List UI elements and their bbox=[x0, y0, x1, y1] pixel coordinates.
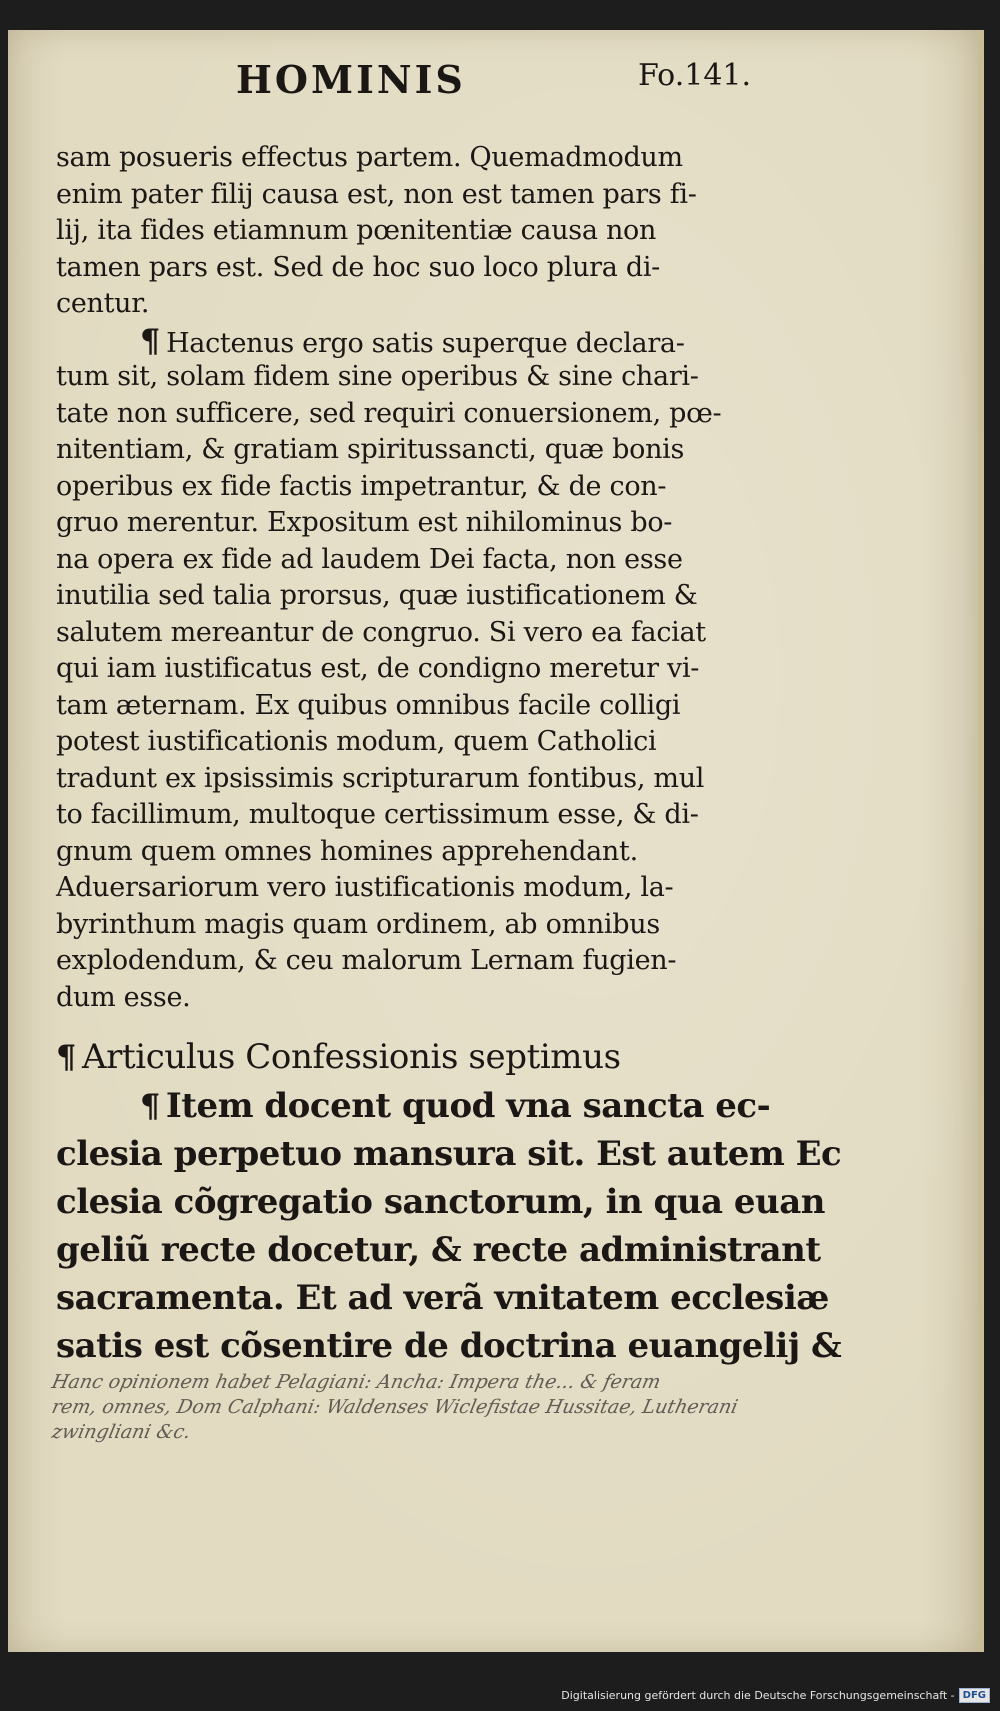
folio-number: Fo.141. bbox=[638, 58, 752, 93]
dfg-logo: DFG bbox=[959, 1688, 990, 1703]
text-line: salutem mereantur de congruo. Si vero ea faciat bbox=[56, 616, 706, 648]
text-line: potest iustificationis modum, quem Catholici bbox=[56, 726, 657, 757]
text-line: tam æternam. Ex quibus omnibus facile colligi bbox=[56, 689, 681, 721]
text-line: Aduersariorum vero iustificationis modum, la- bbox=[56, 872, 674, 903]
text-line: tate non sufficere, sed requiri conuersionem, pœ- bbox=[56, 397, 722, 429]
body-text bbox=[56, 140, 842, 1370]
article-line: clesia perpetuo mansura sit. Est autem Ec bbox=[56, 1134, 842, 1174]
credit-text: Digitalisierung gefördert durch die Deutsche Forschungsgemeinschaft - bbox=[561, 1689, 955, 1702]
running-head: HOMINIS bbox=[236, 57, 466, 102]
text-line: lij, ita fides etiamnum pœnitentiæ causa non bbox=[56, 215, 657, 246]
article-line: sacramenta. Et ad verã vnitatem ecclesiæ bbox=[56, 1278, 829, 1318]
article-line: satis est cõsentire de doctrina euangelij & bbox=[56, 1326, 842, 1366]
annotation-line: zwingliani &c. bbox=[49, 1421, 193, 1443]
text-line: tum sit, solam fidem sine operibus & sine chari- bbox=[56, 361, 699, 392]
text-line: byrinthum magis quam ordinem, ab omnibus bbox=[56, 908, 660, 940]
book-page bbox=[8, 30, 984, 1652]
text-line: to facillimum, multoque certissimum esse, & di- bbox=[56, 799, 699, 830]
text-line: explodendum, & ceu malorum Lernam fugien- bbox=[56, 945, 677, 976]
pilcrow-mark: ¶ bbox=[56, 1038, 76, 1076]
text-line: tradunt ex ipsissimis scripturarum fontibus, mul bbox=[56, 762, 705, 794]
article-line: clesia cõgregatio sanctorum, in qua euan bbox=[56, 1182, 826, 1222]
handwritten-annotation bbox=[49, 1370, 952, 1445]
article-first-line: ¶ Item docent quod vna sancta ec- bbox=[140, 1086, 771, 1126]
text-line: centur. bbox=[56, 288, 150, 319]
article-line: geliũ recte docetur, & recte administrant bbox=[56, 1230, 821, 1270]
text-line: nitentiam, & gratiam spiritussancti, quæ bonis bbox=[56, 434, 685, 465]
text-line: inutilia sed talia prorsus, quæ iustificationem & bbox=[56, 580, 698, 611]
digitization-credit bbox=[561, 1688, 990, 1703]
annotation-line: rem, omnes, Dom Calphani: Waldenses Wiclefistae Hussitae, Lutherani bbox=[49, 1396, 740, 1418]
text-line: sam posueris effectus partem. Quemadmodum bbox=[56, 142, 683, 173]
text-line: tamen pars est. Sed de hoc suo loco plura di- bbox=[56, 251, 660, 283]
text-line: qui iam iustificatus est, de condigno meretur vi- bbox=[56, 653, 700, 684]
article-heading: ¶ Articulus Confessionis septimus bbox=[56, 1037, 621, 1077]
paragraph-first-line: ¶ Hactenus ergo satis superque declara- bbox=[140, 321, 685, 360]
pilcrow-mark: ¶ bbox=[140, 1087, 160, 1125]
text-line: dum esse. bbox=[56, 981, 191, 1013]
text-line: enim pater filij causa est, non est tamen pars fi- bbox=[56, 178, 697, 210]
text-line: operibus ex fide factis impetrantur, & de con- bbox=[56, 470, 667, 502]
text-line: na opera ex fide ad laudem Dei facta, non esse bbox=[56, 543, 683, 575]
annotation-line: Hanc opinionem habet Pelagiani: Ancha: Impera the... & feram bbox=[49, 1371, 663, 1393]
pilcrow-mark: ¶ bbox=[140, 321, 161, 360]
text-line: gruo merentur. Expositum est nihilominus bo- bbox=[56, 507, 673, 538]
text-line: gnum quem omnes homines apprehendant. bbox=[56, 835, 638, 867]
